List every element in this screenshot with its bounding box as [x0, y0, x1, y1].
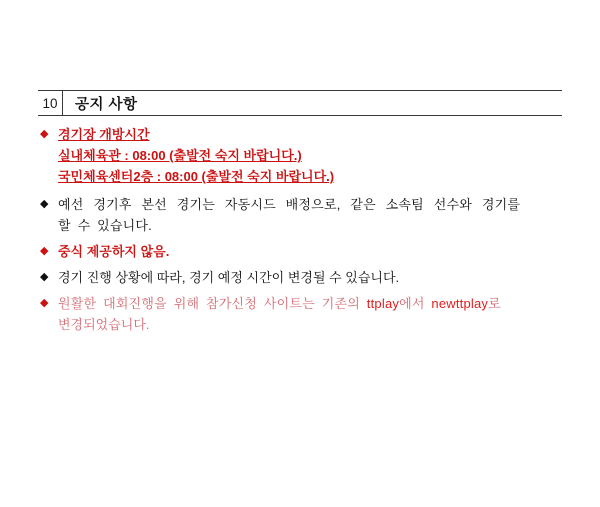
page-title: 공지 사항	[75, 96, 138, 113]
site-change-line1	[58, 293, 562, 314]
section-number: 10	[42, 95, 58, 111]
list-item-text	[58, 194, 562, 236]
notice-list	[38, 124, 562, 337]
site-change-seg-1: 원활한 대회진행을 위해 참가신청 사이트는 기존의	[58, 296, 367, 311]
site-change-line2: 변경되었습니다.	[58, 317, 150, 332]
site-change-seg-3: 로	[488, 296, 501, 311]
list-item-open-hours	[38, 124, 562, 187]
site-change-old-site: ttplay	[366, 296, 400, 311]
open-hours-indoor: 실내체육관 : 08:00 (출발전 숙지 바랍니다.)	[58, 148, 302, 163]
list-item-text	[58, 267, 562, 288]
bullet-icon: ◆	[40, 297, 49, 309]
bullet-icon: ◆	[40, 198, 49, 210]
seeding-rule-line2: 할 수 있습니다.	[58, 218, 152, 233]
bullet-icon: ◆	[40, 128, 49, 140]
list-item-site-change	[38, 293, 562, 335]
list-item-text	[58, 293, 562, 335]
seeding-rule-line1: 예선 경기후 본선 경기는 자동시드 배정으로, 같은 소속팀 선수와 경기를	[58, 197, 521, 212]
section-header	[38, 90, 562, 116]
no-lunch-text: 중식 제공하지 않음.	[58, 244, 170, 259]
list-item-seeding-rule	[38, 194, 562, 236]
site-change-seg-2: 에서	[399, 296, 432, 311]
list-item-schedule-change	[38, 267, 562, 288]
list-item-text	[58, 241, 562, 262]
list-item-no-lunch	[38, 241, 562, 262]
bullet-icon: ◆	[40, 271, 49, 283]
site-change-new-site: newttplay	[431, 296, 489, 311]
schedule-change-text: 경기 진행 상황에 따라, 경기 예정 시간이 변경될 수 있습니다.	[58, 270, 400, 285]
open-hours-center: 국민체육센터2층 : 08:00 (출발전 숙지 바랍니다.)	[58, 169, 335, 184]
list-item-text	[58, 124, 562, 187]
open-hours-heading: 경기장 개방시간	[58, 127, 150, 142]
bullet-icon: ◆	[40, 245, 49, 257]
